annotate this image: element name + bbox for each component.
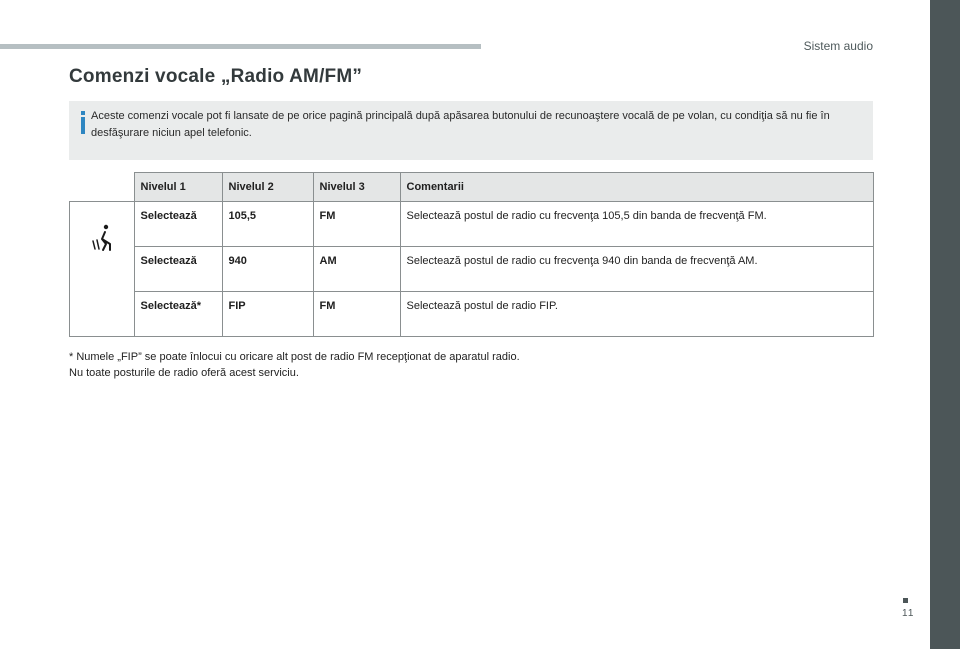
table-header-row [70,173,874,202]
page-marker [903,598,908,603]
row-3-level-2: FIP [222,292,313,337]
row-2-level-3: AM [313,247,400,292]
footnote-line-1: * Numele „FIP” se poate înlocui cu oricare alt post de radio FM recepţionat de aparatul radio. [69,351,520,363]
table-row [70,202,874,247]
info-text: Aceste comenzi vocale pot fi lansate de pe orice pagină principală după apăsarea butonului de recunoaştere vocală de pe volan, cu condiţia să nu fie în desfăşurare niciun apel telefonic. [91,110,830,139]
voice-icon-cell [70,202,135,337]
row-3-comment: Selectează postul de radio FIP. [400,292,874,337]
row-3-level-3: FM [313,292,400,337]
footnote [69,349,520,381]
row-1-level-1: Selectează [134,202,222,247]
row-2-level-1: Selectează [134,247,222,292]
row-1-level-2: 105,5 [222,202,313,247]
info-box [69,101,873,160]
footnote-line-2: Nu toate posturile de radio oferă acest serviciu. [69,367,299,379]
row-2-comment: Selectează postul de radio cu frecvenţa 940 din banda de frecvenţă AM. [400,247,874,292]
voice-command-icon [89,223,115,253]
section-name: Sistem audio [803,39,873,53]
row-2-level-2: 940 [222,247,313,292]
header-comments: Comentarii [400,173,874,202]
header-rule [0,44,481,49]
header-level-2: Nivelul 2 [222,173,313,202]
row-1-level-3: FM [313,202,400,247]
header-level-3: Nivelul 3 [313,173,400,202]
page-title: Comenzi vocale „Radio AM/FM” [69,66,363,87]
empty-header-cell [70,173,135,202]
header-level-1: Nivelul 1 [134,173,222,202]
voice-commands-table [69,172,874,337]
page-number: 11 [902,608,915,619]
info-icon [79,111,89,133]
table-row [70,292,874,337]
row-3-level-1: Selectează* [134,292,222,337]
table-row [70,247,874,292]
side-band [930,0,960,649]
row-1-comment: Selectează postul de radio cu frecvenţa 105,5 din banda de frecvenţă FM. [400,202,874,247]
